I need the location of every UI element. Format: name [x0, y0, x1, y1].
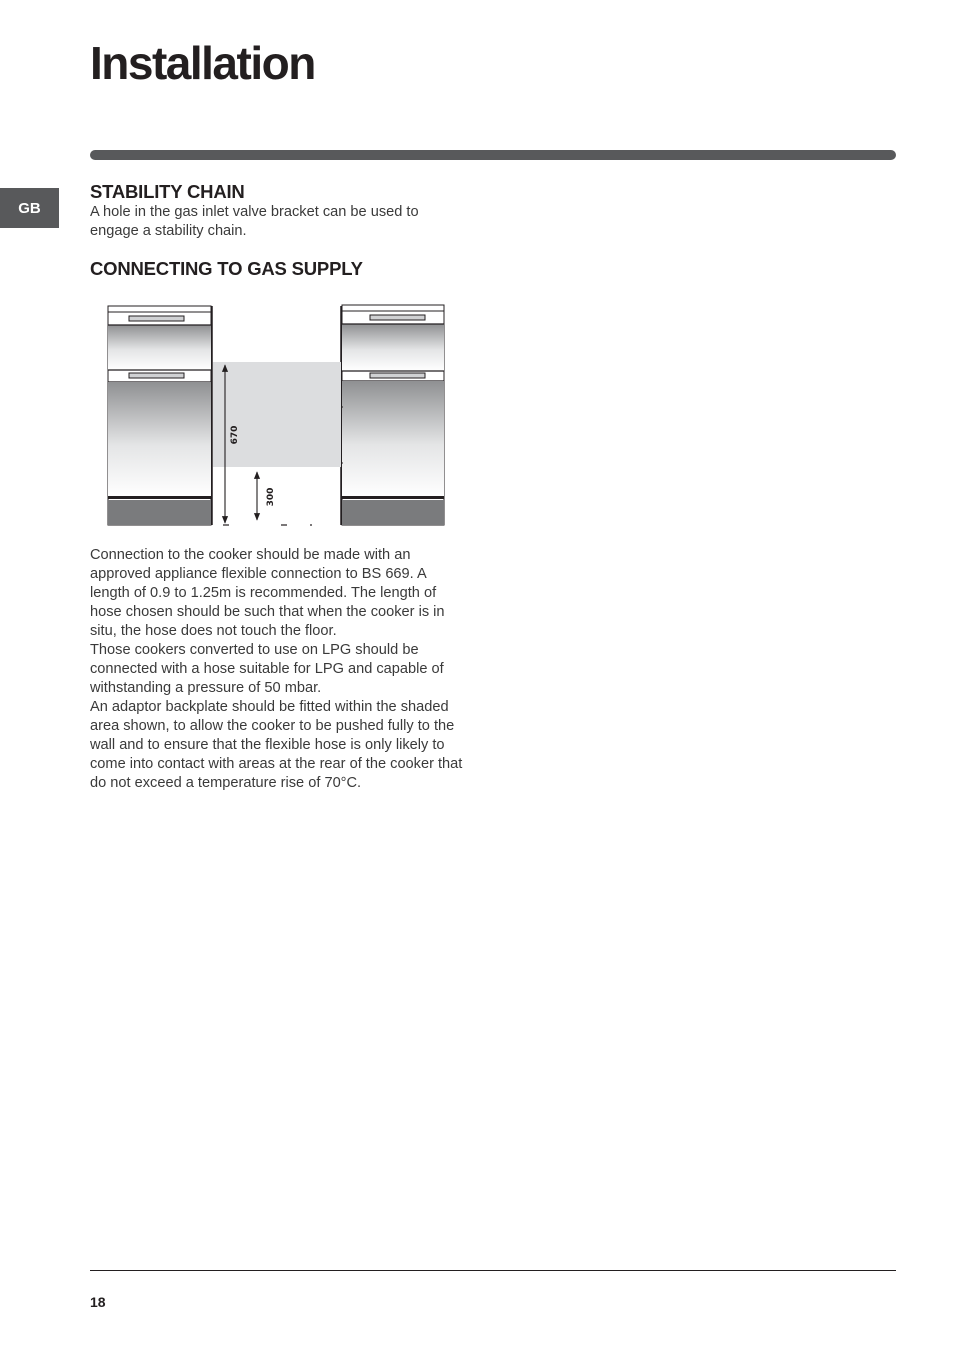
gas-supply-heading: CONNECTING TO GAS SUPPLY [90, 258, 363, 279]
dimension-670-label: 670 [230, 425, 240, 445]
title-rule [90, 150, 896, 160]
gas-supply-paragraph-1: Connection to the cooker should be made with an approved appliance flexible connection to BS 669. A length of 0.9 to 1.25m is recommended. The length of hose chosen should be such that when the cooker is in situ, the hose does not touch the floor. [90, 547, 445, 639]
stability-chain-text [90, 203, 465, 241]
page-title: Installation [90, 37, 315, 89]
left-cabinet [108, 306, 211, 525]
right-cabinet [342, 305, 444, 525]
footer-rule [90, 1270, 896, 1271]
gas-supply-paragraph-3: An adaptor backplate should be fitted within the shaded area shown, to allow the cooker to be pushed fully to the wall and to ensure that the flexible hose is only likely to come into contact with areas at the rear of the cooker that do not exceed a temperature rise of 70°C. [90, 699, 463, 791]
gas-supply-text [90, 546, 465, 793]
page-number: 18 [90, 1294, 106, 1310]
gas-supply-paragraph-2: Those cookers converted to use on LPG should be connected with a hose suitable for LPG and capable of withstanding a pressure of 50 mbar. [90, 642, 444, 696]
dimension-300-label: 300 [266, 487, 276, 507]
adaptor-backplate-area [213, 362, 341, 467]
language-tab: GB [0, 188, 59, 228]
stability-chain-paragraph: A hole in the gas inlet valve bracket can be used to engage a stability chain. [90, 204, 419, 239]
gas-connection-diagram [107, 303, 445, 528]
stability-chain-heading: STABILITY CHAIN [90, 181, 245, 202]
